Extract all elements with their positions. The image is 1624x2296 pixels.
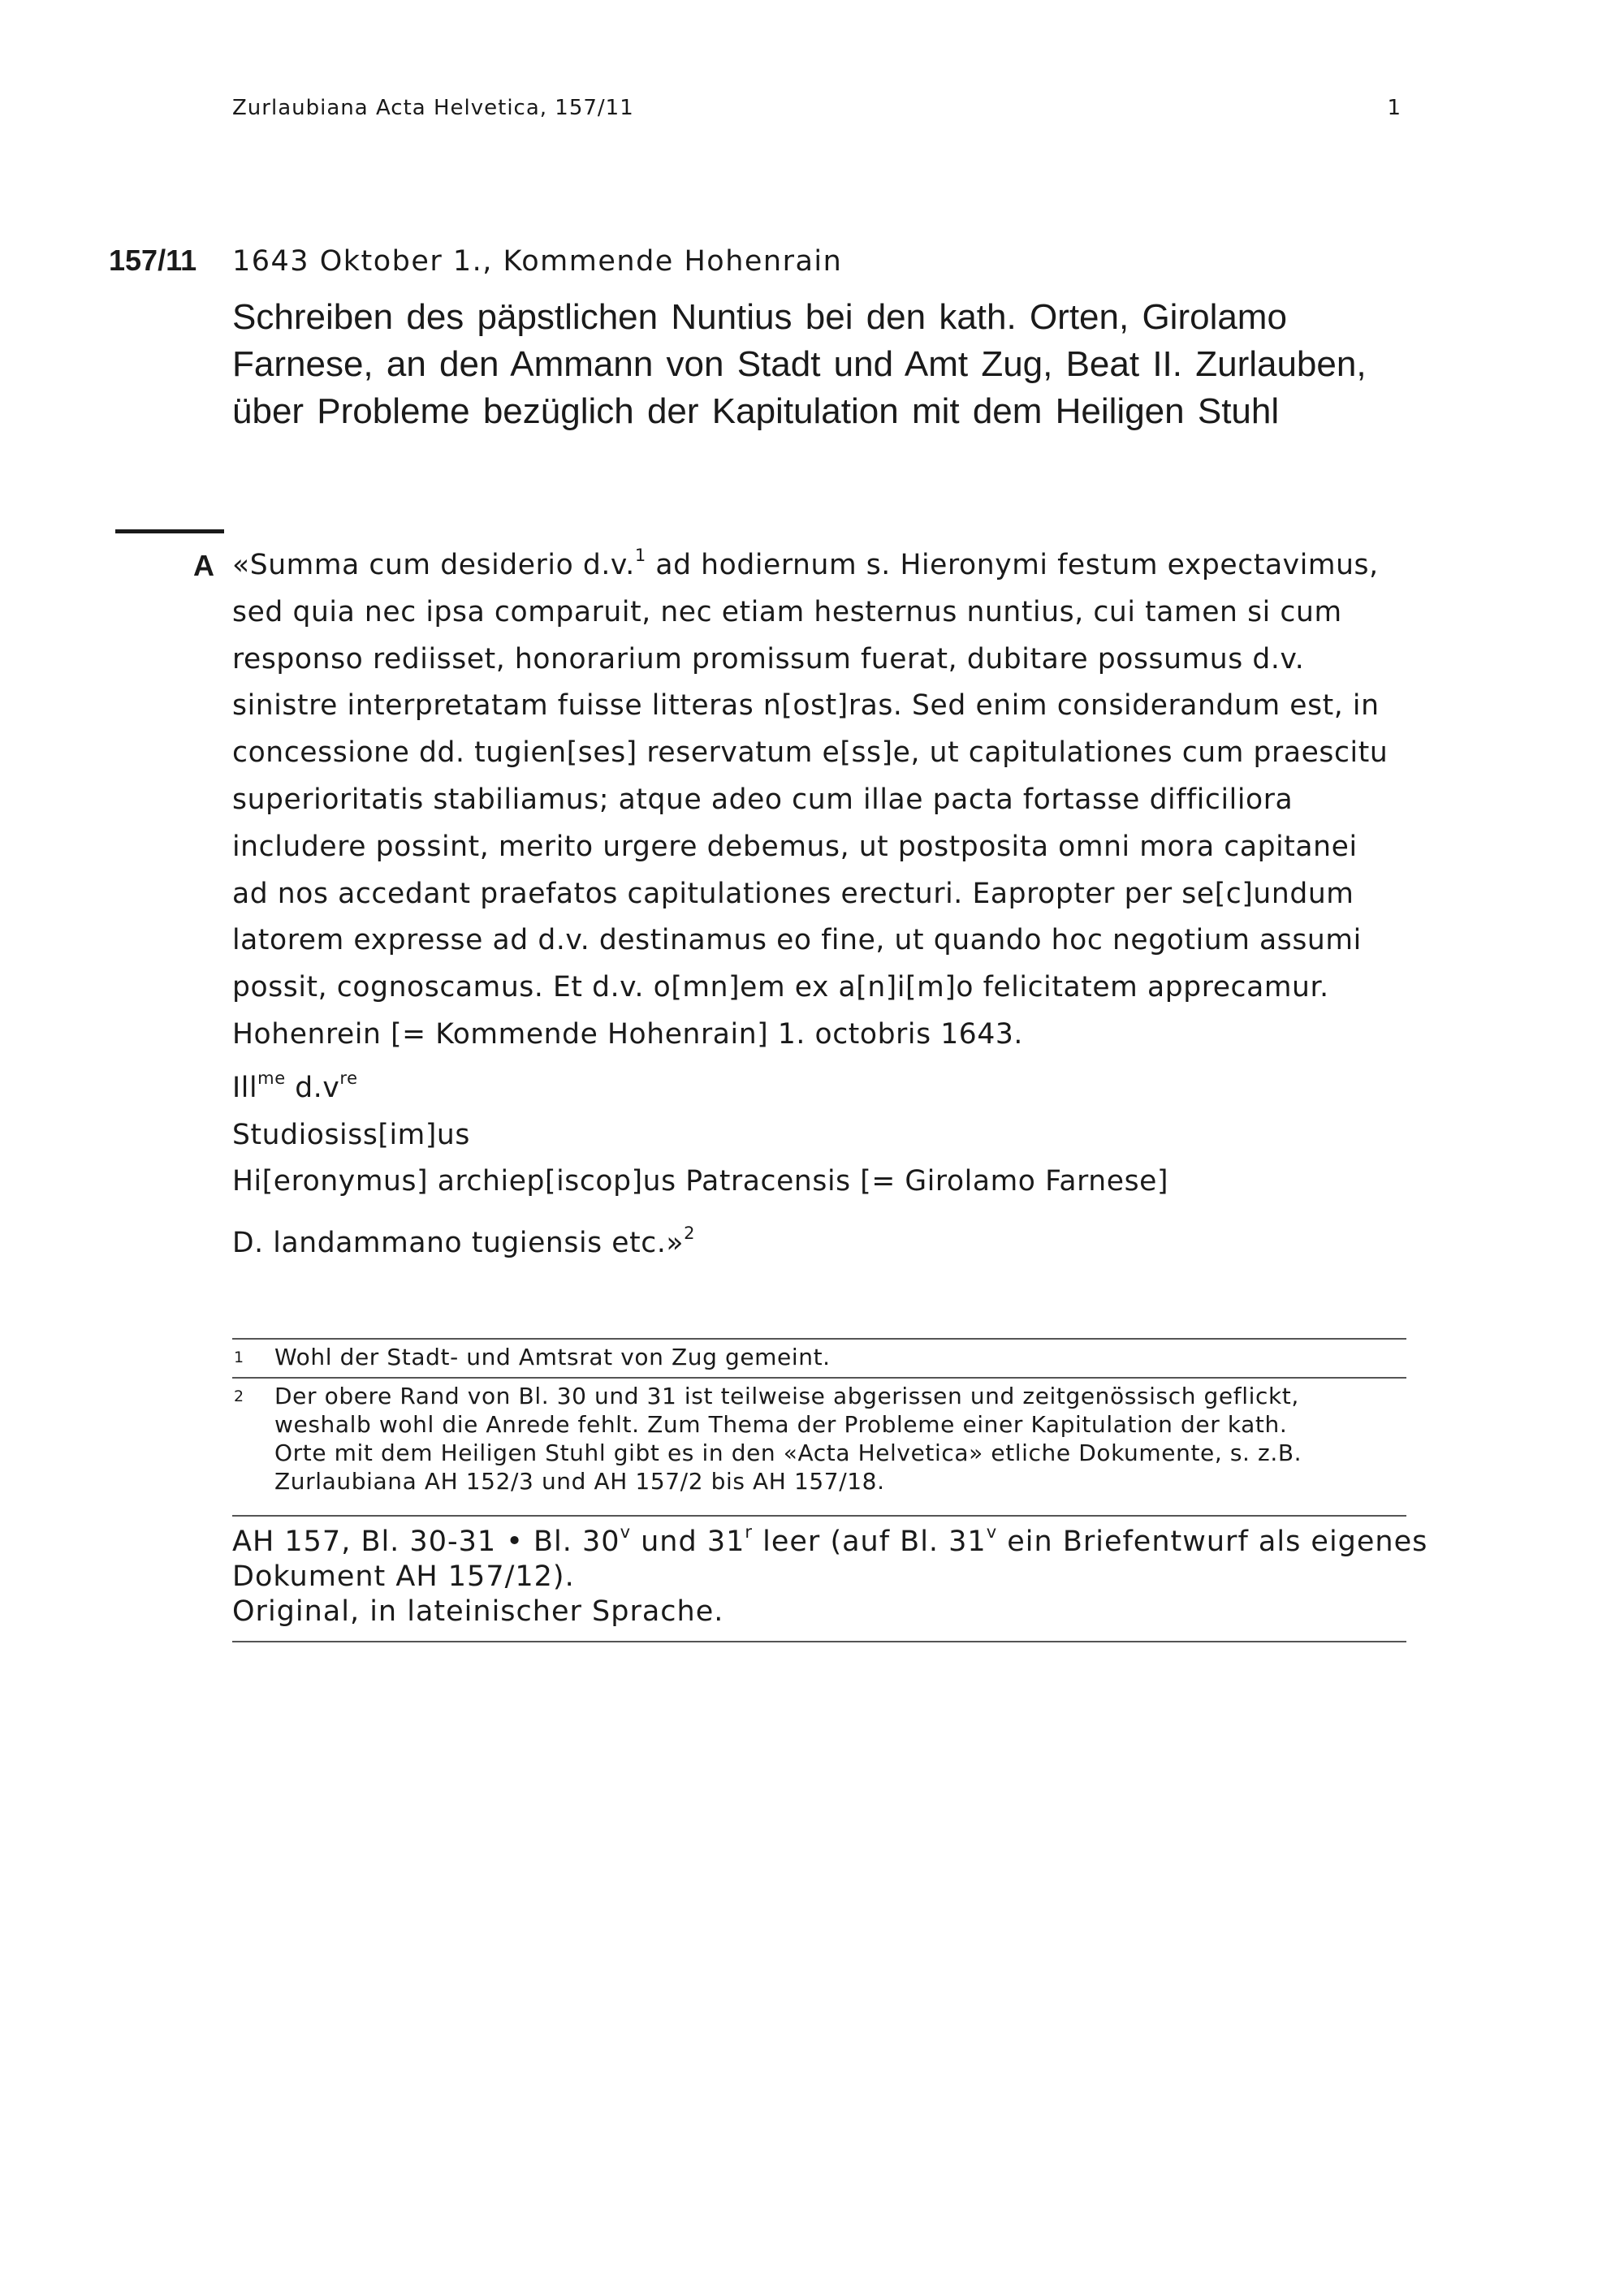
footnote-ref-2: 2	[684, 1224, 696, 1244]
footnote	[232, 1338, 1406, 1377]
document-number-main: 157	[109, 244, 158, 277]
transcription-text: «Summa cum desiderio d.v.	[232, 549, 635, 581]
transcription-text: ad hodiernum s. Hieronymi festum expectavimus,	[646, 549, 1379, 581]
salutation-text: d.v	[285, 1071, 340, 1104]
salutation-text: Ill	[232, 1071, 258, 1104]
source-line: Dokument AH 157/12).	[232, 1560, 575, 1593]
transcription-line: superioritatis stabiliamus; atque adeo cum illae pacta fortasse difficiliora	[232, 783, 1294, 816]
transcription-line: ad nos accedant praefatos capitulationes erecturi. Eapropter per se[c]undum	[232, 877, 1354, 910]
transcription-line: sed quia nec ipsa comparuit, nec etiam hesternus nuntius, cui tamen si cum	[232, 595, 1342, 628]
page-number: 1	[1387, 96, 1402, 120]
source-line	[232, 1522, 1428, 1560]
folio-superscript: v	[986, 1522, 998, 1542]
document-number-separator: /	[158, 244, 166, 277]
transcription	[232, 542, 1402, 1267]
address-line	[232, 1220, 1402, 1267]
source-description	[232, 1515, 1428, 1642]
header-title: Zurlaubiana Acta Helvetica, 157/11	[232, 96, 634, 120]
footnote-line: Der obere Rand von Bl. 30 und 31 ist teilweise abgerissen und zeitgenössisch geflickt,	[274, 1383, 1299, 1409]
source-text: und 31	[631, 1526, 745, 1558]
transcription-line	[232, 542, 1402, 589]
transcription-line: Hohenrein [= Kommende Hohenrain] 1. octobris 1643.	[232, 1017, 1023, 1051]
footnote-line: weshalb wohl die Anrede fehlt. Zum Thema der Probleme einer Kapitulation der kath.	[274, 1411, 1288, 1438]
signature: Hi[eronymus] archiep[iscop]us Patracensis [= Girolamo Farnese]	[232, 1165, 1169, 1198]
section-rule	[115, 529, 224, 533]
source-text: ein Briefentwurf als eigenes	[997, 1526, 1428, 1558]
salutation	[232, 1065, 1402, 1112]
document-number-sub: 11	[166, 244, 197, 277]
salutation-superscript: re	[339, 1068, 358, 1088]
address-text: D. landammano tugiensis etc.»	[232, 1227, 685, 1260]
footnote-line: Wohl der Stadt- und Amtsrat von Zug gemeint.	[274, 1344, 831, 1370]
section-letter: A	[193, 549, 214, 582]
footnote-ref-1: 1	[634, 546, 646, 565]
source-line: Original, in lateinischer Sprache.	[232, 1595, 724, 1628]
folio-superscript: r	[745, 1522, 754, 1542]
footnote	[232, 1377, 1406, 1500]
footnote-mark: 1	[234, 1349, 244, 1366]
regest-title: Schreiben des päpstlichen Nuntius bei den kath. Orten, Girolamo Farnese, an den Ammann von Stadt und Amt Zug, Beat II. Zurlauben, über Probleme bezüglich der Kapitulation mit dem Heiligen Stuhl	[232, 297, 1367, 431]
footnote-line: Zurlaubiana AH 152/3 und AH 157/2 bis AH 157/18.	[274, 1468, 885, 1495]
footnotes	[232, 1338, 1406, 1500]
source-text: AH 157, Bl. 30-31 • Bl. 30	[232, 1526, 620, 1558]
running-header	[232, 96, 1402, 128]
date-place: 1643 Oktober 1., Kommende Hohenrain	[232, 245, 843, 278]
salutation-superscript: me	[257, 1068, 286, 1088]
footnote-mark: 2	[234, 1388, 244, 1405]
transcription-line: includere possint, merito urgere debemus, ut postposita omni mora capitanei	[232, 830, 1358, 863]
transcription-line: possit, cognoscamus. Et d.v. o[mn]em ex a[n]i[m]o felicitatem apprecamur.	[232, 971, 1329, 1004]
transcription-line: concessione dd. tugien[ses] reservatum e[ss]e, ut capitulationes cum praescitu	[232, 736, 1389, 770]
document-number	[109, 244, 197, 278]
transcription-line: latorem expresse ad d.v. destinamus eo fine, ut quando hoc negotium assumi	[232, 924, 1362, 957]
transcription-line: sinistre interpretatam fuisse litteras n[ost]ras. Sed enim considerandum est, in	[232, 689, 1380, 723]
closing-formula: Studiosiss[im]us	[232, 1118, 470, 1151]
source-text: leer (auf Bl. 31	[753, 1526, 987, 1558]
transcription-line: responso rediisset, honorarium promissum fuerat, dubitare possumus d.v.	[232, 642, 1305, 675]
folio-superscript: v	[620, 1522, 631, 1542]
footnote-line: Orte mit dem Heiligen Stuhl gibt es in den «Acta Helvetica» etliche Dokumente, s. z.B.	[274, 1439, 1302, 1466]
